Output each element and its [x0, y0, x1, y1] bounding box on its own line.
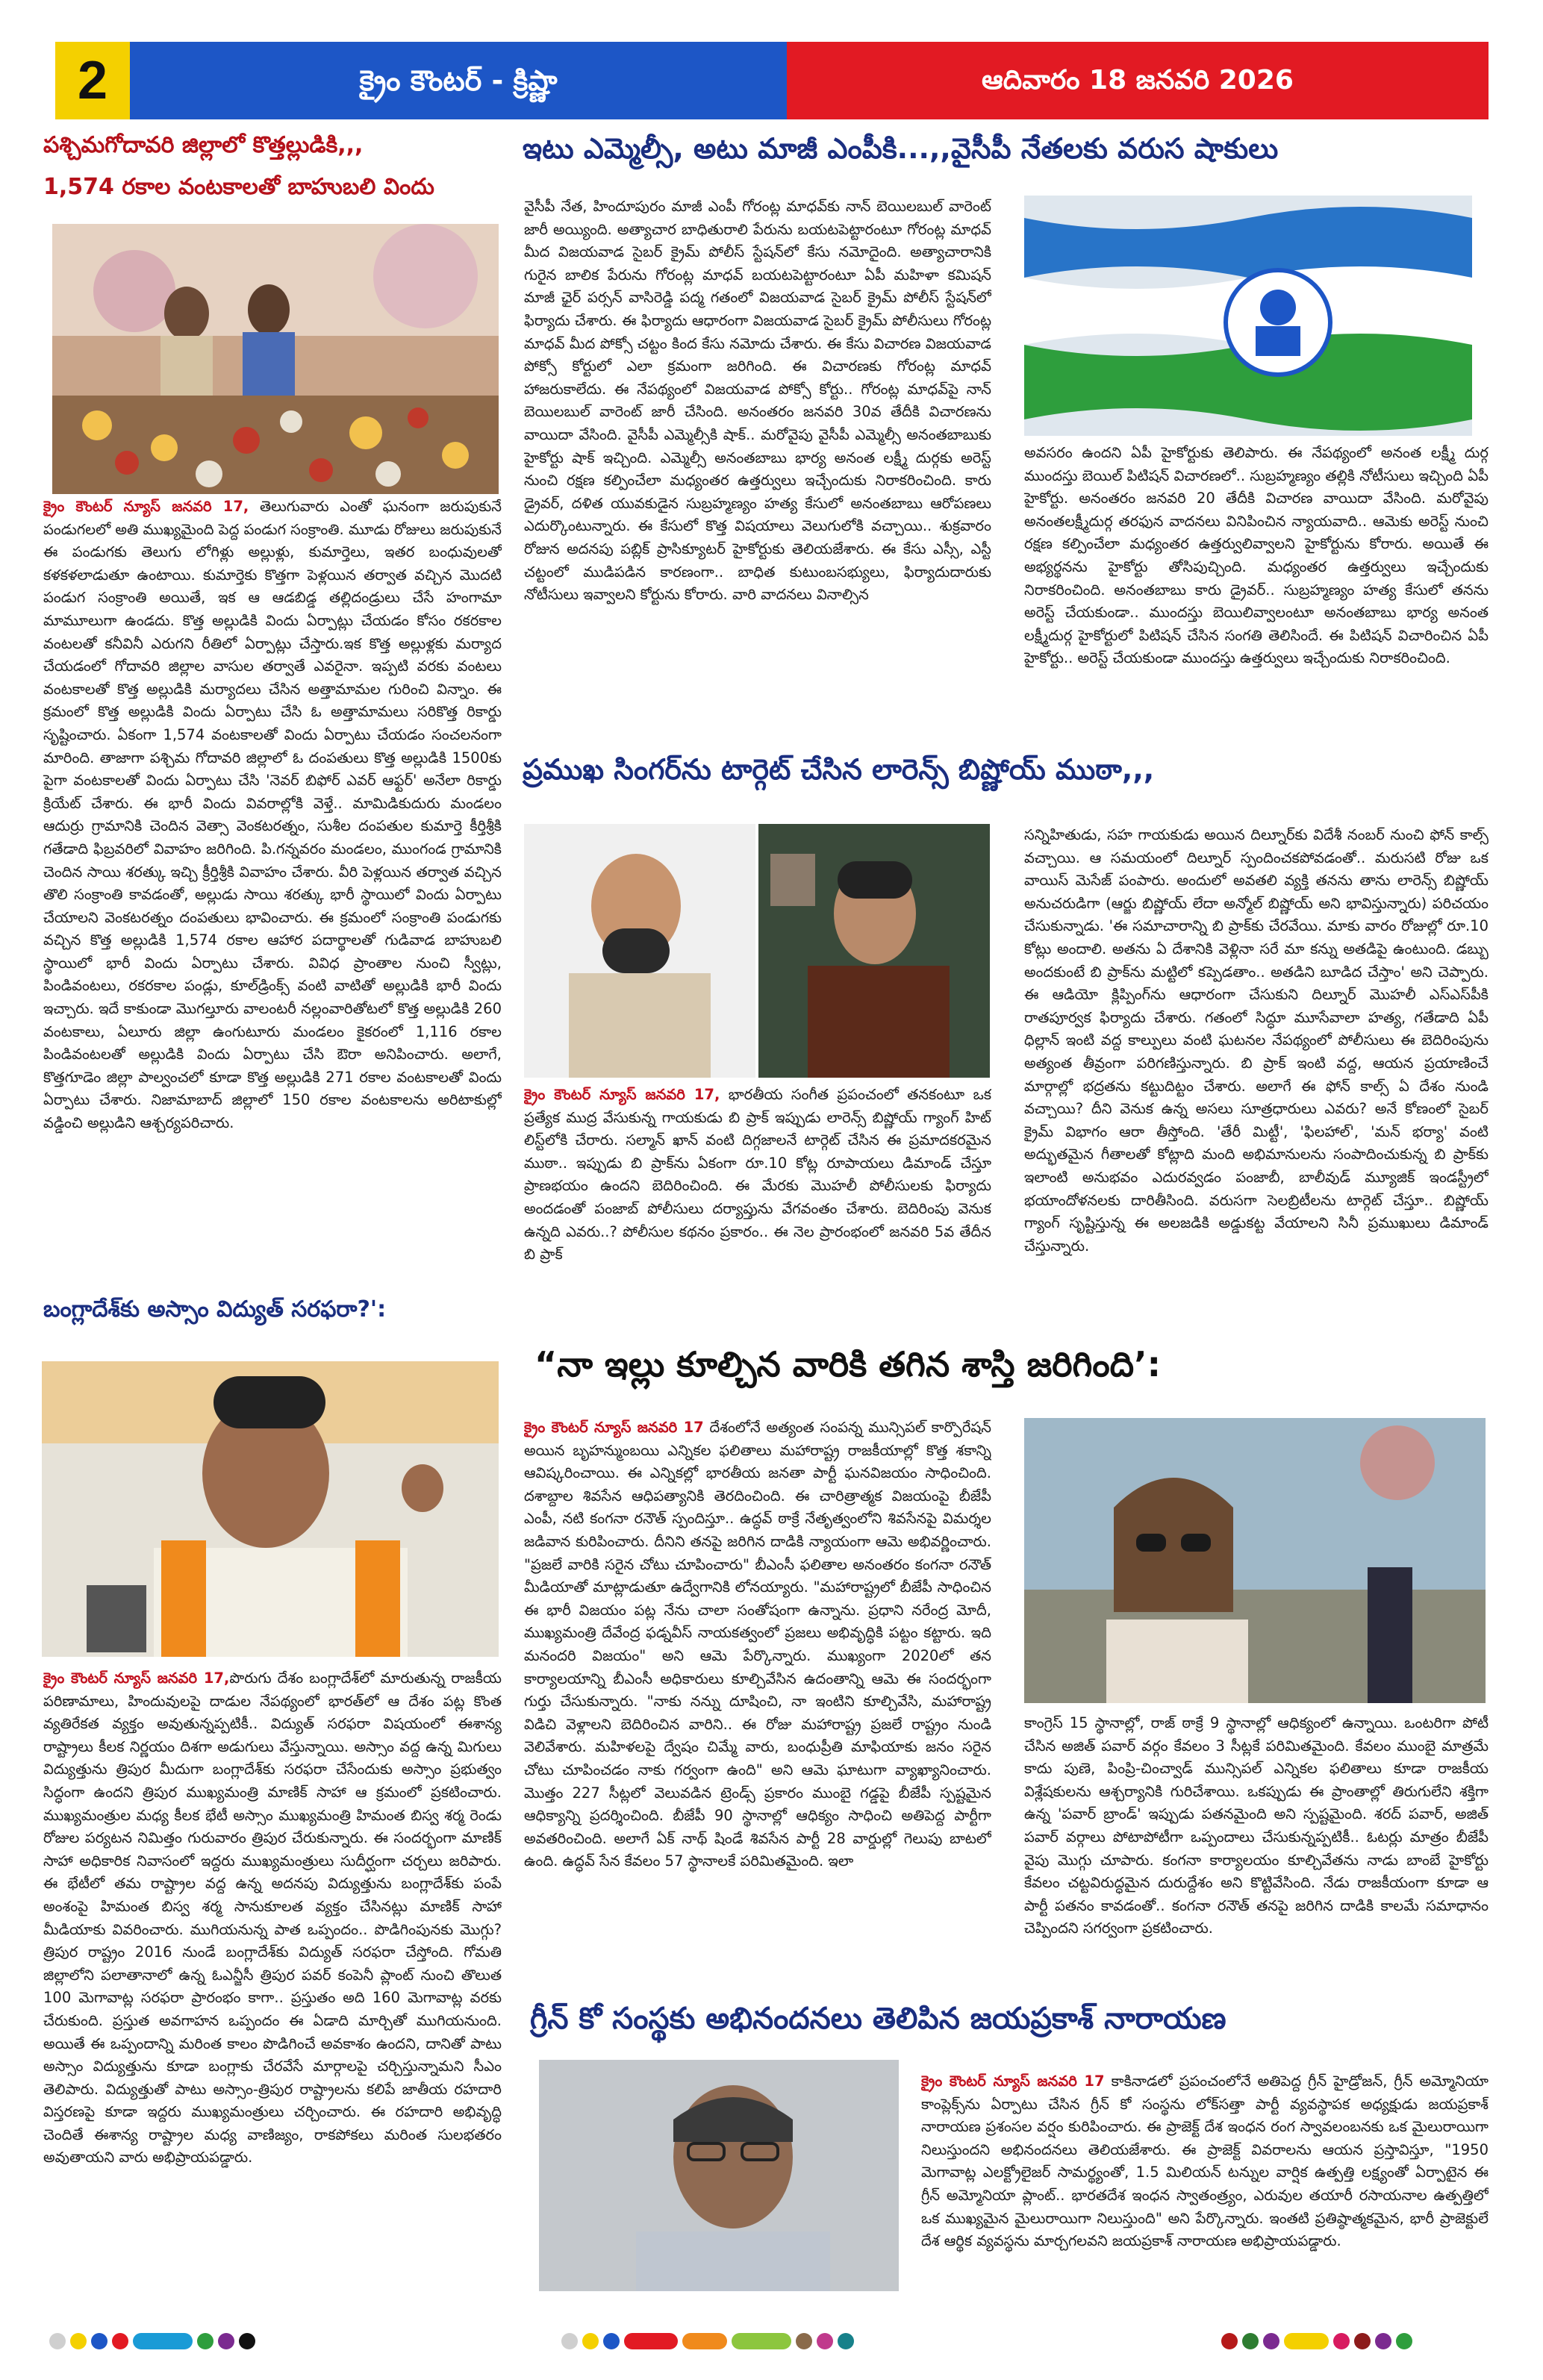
- story1-headline-line1: పశ్చిమగోదావరి జిల్లాలో కొత్తల్లుడికి,,,: [43, 132, 364, 158]
- singer-photo: [524, 824, 990, 1078]
- footer-color-dot: [239, 2333, 255, 2349]
- footer-color-dot: [91, 2333, 107, 2349]
- footer-color-dot: [1333, 2333, 1350, 2349]
- footer-color-dot: [838, 2333, 854, 2349]
- footer-color-dot: [1396, 2333, 1412, 2349]
- story3-text1: భారతీయ సంగీత ప్రపంచంలో తనకంటూ ఒక ప్రత్యేక ముద్ర వేసుకున్న గాయకుడు బి ప్రాక్ ఇప్పుడు లారెన్స్ బిష్ణోయ్ గ్యాంగ్ హిట్ లిస్ట్‌లోకి చేరారు. సల్మాన్ ఖాన్ వంటి దిగ్గజాలనే టార్గెట్ చేసిన ఈ ప్రమాదకరమైన ముఠా.. ఇప్పుడు బి ప్రాక్‌ను ఏకంగా రూ.10 కోట్ల రూపాయలు డిమాండ్ చేస్తూ ప్రాణభయం ఉందని బెదిరించింది. ఈ మేరకు మొహలీ పోలీసులకు ఫిర్యాదు అందడంతో పంజాబ్ పోలీసులు దర్యాప్తును వేగవంతం చేశారు. బెదిరింపు వెనుక ఉన్నది ఎవరు..? పోలీసుల కథనం ప్రకారం.. ఈ నెల ప్రారంభంలో జనవరి 5వ తేదీన బి ప్రాక్: [524, 1086, 991, 1264]
- page-number: 2: [55, 42, 130, 119]
- footer-color-dot: [561, 2333, 578, 2349]
- story5-col1: [524, 1417, 991, 1943]
- story5-dateline: క్రైం కౌంటర్ న్యూస్ జనవరి 17: [524, 1419, 704, 1436]
- party-flag-photo: [1024, 196, 1472, 436]
- footer-color-dots-left: [49, 2333, 363, 2349]
- story6-dateline: క్రైం కౌంటర్ న్యూస్ జనవరి 17: [921, 2073, 1105, 2090]
- story1-photo: [52, 224, 499, 494]
- footer-color-dot: [624, 2333, 678, 2349]
- story2-col2: అవసరం ఉందని ఏపీ హైకోర్టుకు తెలిపారు. ఈ నేపథ్యంలో అనంత లక్ష్మీ దుర్గ ముందస్తు బెయిల్ పిటిషన్ విచారణలో.. సుబ్రహ్మణ్యం తల్లికి నోటీసులు ఇచ్చింది ఏపీ హైకోర్టు. అనంతరం జనవరి 20 తేదీకి విచారణ వాయిదా వేసింది. మరోవైపు అనంతలక్ష్మీదుర్గ తరఫున వాదనలు వినిపించిన న్యాయవాది.. ఆమెకు అరెస్ట్ నుంచి రక్షణ కల్పించేలా మధ్యంతర ఉత్తర్వులివ్వాలని హైకోర్టును కోరారు. అయితే ఈ అభ్యర్థనను హైకోర్టు తోసిపుచ్చింది. మధ్యంతర ఉత్తర్వులు ఇచ్చేందుకు నిరాకరించింది. అనంతబాబు కారు డ్రైవర్.. సుబ్రహ్మణ్యం హత్య కేసులో తనను అరెస్ట్ చేయకుండా.. ముందస్తు బెయిలివ్వాలంటూ అనంతబాబు భార్య అనంత లక్ష్మీదుర్గ హైకోర్టులో పిటిషన్ చేసిన సంగతి తెలిసిందే. ఈ పిటిషన్ విచారించిన ఏపీ హైకోర్టు.. అరెస్ట్ చేయకుండా ముందస్తు ఉత్తర్వులు ఇచ్చేందుకు నిరాకరించింది.: [1024, 444, 1489, 667]
- footer-color-dot: [70, 2333, 87, 2349]
- footer-color-dots-center: [561, 2333, 979, 2349]
- story4-photo: [42, 1361, 499, 1657]
- story1-text: తెలుగువారు ఎంతో ఘనంగా జరుపుకునే పండుగలలో అతి ముఖ్యమైంది పెద్ద పండుగ సంక్రాంతి. మూడు రోజులు జరుపుకునే ఈ పండుగకు తెలుగు లోగిళ్లు అల్లుళ్లు, కుమార్తెలు, ఇతర బంధువులతో కళకళలాడుతూ ఉంటాయి. కుమార్తెకు కొత్తగా పెళ్లయిన తర్వాత వచ్చిన మొదటి పండుగ సంక్రాంతి అయితే, ఇక ఆ ఆడబిడ్డ తల్లిదండ్రులు చేసే హంగామా మామూలుగా ఉండదు. కొత్త అల్లుడికి విందు ఏర్పాట్లు చేయడం కోసం రకరకాల వంటలతో కనీవినీ ఎరుగని రీతిలో ఏర్పాట్లు చేస్తారు.ఇక కొత్త అల్లుళ్లకు మర్యాద చేయడంలో గోదావరి జిల్లాల వాసుల తర్వాతే ఎవరైనా. ఇప్పటి వరకు వంటలు వంటకాలతో కొత్త అల్లుడికి మర్యాదలు చేసిన అత్తామామల గురించి విన్నాం. ఈ క్రమంలో కొత్త అల్లుడికి విందు ఏర్పాటు చేసి ఓ అత్తామామలు సరికొత్త రికార్డు సృష్టించారు. ఏకంగా 1,574 వంటకాలతో విందు ఏర్పాటు చేయడం సంచలనంగా మారింది. తాజాగా పశ్చిమ గోదావరి జిల్లాలో ఓ దంపతులు కొత్త అల్లుడికి 1500కు పైగా వంటకాలతో విందు ఏర్పాటు చేసి 'నెవర్ బిఫోర్ ఎవర్ ఆఫ్టర్' అనేలా రికార్డు క్రియేట్ చేశారు. ఈ భారీ విందు వివరాల్లోకి వెళ్తే.. మామిడికుదురు మండలం ఆదుర్రు గ్రామానికి చెందిన వెత్సా వెంకటరత్నం, సుశీల దంపతుల కుమార్తె కీర్తిశ్రీకి గతేడాది ఫిబ్రవరిలో వివాహం జరిగింది. పి.గన్నవరం మండలం, ముంగండ గ్రామానికి చెందిన సాయి శరత్కు ఇచ్చి క్రీర్తిశ్రీకి వివాహం చేశారు. వీరి పెళ్లయిన తర్వాత వచ్చిన తొలి సంక్రాంతి కావడంతో, అల్లుడు సాయి శరత్కు భారీ స్థాయిలో విందు ఏర్పాటు చేయాలని వెంకటరత్నం దంపతులు భావించారు. ఈ క్రమంలో సంక్రాంతి పండుగకు వచ్చిన కొత్త అల్లుడికి 1,574 రకాల ఆహార పదార్థాలతో గుడివాడ బాహుబలి స్థాయిలో భారీ విందు ఏర్పాటు చేశారు. వివిధ ప్రాంతాల నుంచి స్వీట్లు, పిండివంటలు, రకరకాల పండ్లు, కూల్‌డ్రింక్స్ వంటి వాటితో అల్లుడికి భారీ విందు ఇచ్చారు. ఇదే కాకుండా మొగల్తూరు వాలంటరీ నల్లంవారితోటలో కొత్త అల్లుడికి 260 వంటకాలు, ఏలూరు జిల్లా ఉంగుటూరు మండలం కైకరంలో 1,116 రకాల పిండివంటలతో అల్లుడికి విందు ఏర్పాటు చేసి ఔరా అనిపించారు. అలాగే, కొత్తగూడెం జిల్లా పాల్వంచలో కూడా కొత్త అల్లుడికి 271 రకాల వంటకాలతో విందు ఏర్పాటు చేశారు. నిజామాబాద్ జిల్లాలో 150 రకాల వంటకాలను అరిటాకుల్లో వడ్డించి అల్లుడిని ఆశ్చర్యపరిచారు.: [43, 498, 502, 1132]
- jayaprakash-photo: [539, 2060, 899, 2291]
- footer-color-dot: [1284, 2333, 1329, 2349]
- footer-color-dot: [133, 2333, 193, 2349]
- story1-dateline: క్రైం కౌంటర్ న్యూస్ జనవరి 17,: [43, 498, 249, 515]
- story3-col1: [524, 1084, 991, 1312]
- publication-title: క్రైం కౌంటర్ - క్రిష్ణా: [130, 42, 787, 119]
- footer-color-dot: [582, 2333, 599, 2349]
- footer-color-dot: [1375, 2333, 1391, 2349]
- story1-body: [43, 496, 502, 1212]
- footer-color-dot: [49, 2333, 66, 2349]
- footer-color-dot: [1242, 2333, 1259, 2349]
- footer-color-dot: [197, 2333, 213, 2349]
- footer-color-dot: [603, 2333, 620, 2349]
- footer-color-dot: [732, 2333, 791, 2349]
- issue-date: ఆదివారం 18 జనవరి 2026: [787, 42, 1489, 119]
- story3-col2: సన్నిహితుడు, సహ గాయకుడు అయిన దిల్నూర్‌కు విదేశీ నంబర్ నుంచి ఫోన్ కాల్స్ వచ్చాయి. ఆ సమయంలో దిల్నూర్ స్పందించకపోవడంతో.. మరుసటి రోజు ఒక వాయిస్ మెసేజ్ పంపారు. అందులో అవతలి వ్యక్తి తనను తాను లారెన్స్ బిష్ణోయ్ అనుచరుడిగా (ఆర్జు బిష్ణోయ్ లేదా అన్మోల్ బిష్ణోయ్ అని భావిస్తున్నారు) పరిచయం చేసుకున్నాడు. 'ఈ సమాచారాన్ని బి ప్రాక్‌కు చేరవేయి. మాకు వారం రోజుల్లో రూ.10 కోట్లు అందాలి. అతను ఏ దేశానికి వెళ్లినా సరే మా కన్ను అతడిపై ఉంటుంది. డబ్బు అందకుంటే బి ప్రాక్‌ను మట్టిలో కప్పెడతాం.. అతడిని బూడిద చేస్తాం' అని చెప్పారు. ఈ ఆడియో క్లిప్పింగ్‌ను ఆధారంగా చేసుకుని దిల్నూర్ మొహలీ ఎస్‌ఎస్‌పీకి రాతపూర్వక ఫిర్యాదు చేశారు. గతంలో సిద్ధూ మూసేవాలా హత్య, గతేడాది ఏపీ ధిల్లాన్ ఇంటి వద్ద కాల్పులు వంటి ఘటనల నేపథ్యంలో పోలీసులు ఈ బెదిరింపును అత్యంత తీవ్రంగా పరిగణిస్తున్నారు. బి ప్రాక్ ఇంటి వద్ద, ఆయన ప్రయాణించే మార్గాల్లో భద్రతను కట్టుదిట్టం చేశారు. అలాగే ఈ ఫోన్ కాల్స్ ఏ దేశం నుండి వచ్చాయి? దీని వెనుక ఉన్న అసలు సూత్రధారులు ఎవరు? అనే కోణంలో సైబర్ క్రైమ్ విభాగం ఆరా తీస్తోంది. 'తేరీ మిట్టీ', 'ఫిలహాల్', 'మన్ భర్యా' వంటి అద్భుతమైన గీతాలతో కోట్లాది మంది అభిమానులను సంపాదించుకున్న బి ప్రాక్‌కు ఇలాంటి అనుభవం ఎదురవ్వడం పంజాబీ, బాలీవుడ్ మ్యూజిక్ ఇండస్ట్రీలో భయాందోళనలకు దారితీసింది. వరుసగా సెలబ్రిటీలను టార్గెట్ చేస్తూ.. బిష్ణోయ్ గ్యాంగ్ సృష్టిస్తున్న ఈ అలజడికి అడ్డుకట్ట వేయాలని సినీ ప్రముఖులు డిమాండ్ చేస్తున్నారు.: [1024, 826, 1489, 1255]
- story6-body: [921, 2070, 1489, 2291]
- story5-headline: “నా ఇల్లు కూల్చిన వారికి తగిన శాస్తి జరిగింది’:: [534, 1344, 1161, 1384]
- footer-color-dot: [1263, 2333, 1279, 2349]
- footer-color-dot: [682, 2333, 727, 2349]
- story2-col1: వైసీపీ నేత, హిందూపురం మాజీ ఎంపీ గోరంట్ల మాధవ్‌కు నాన్ బెయిలబుల్ వారెంట్ జారీ అయ్యింది. అత్యాచార బాధితురాలి పేరును బయటపెట్టారంటూ గోరంట్ల మాధవ్ మీద విజయవాడ సైబర్ క్రైమ్ పోలీస్ స్టేషన్‌లో కేసు నమోదైంది. అత్యాచారానికి గురైన బాలిక పేరును గోరంట్ల మాధవ్ బయటపెట్టారంటూ ఏపీ మహిళా కమిషన్ మాజీ ఛైర్ పర్సన్ వాసిరెడ్డి పద్మ గతంలో విజయవాడ సైబర్ క్రైమ్ పోలీస్ స్టేషన్‌లో ఫిర్యాదు చేశారు. ఈ ఫిర్యాదు ఆధారంగా విజయవాడ సైబర్ క్రైమ్ పోలీసులు గోరంట్ల మాధవ్ మీద పోక్సో చట్టం కింద కేసు నమోదు చేశారు. ఈ కేసు విచారణ విజయవాడ పోక్సో కోర్టులో ఎలా క్రమంగా జరిగింది. ఈ విచారణకు గోరంట్ల మాధవ్ హాజరుకాలేదు. ఈ నేపథ్యంలో విజయవాడ పోక్సో కోర్టు.. గోరంట్ల మాధవ్‌పై నాన్ బెయిలబుల్ వారెంట్ జారీ చేసింది. అనంతరం జనవరి 30వ తేదీకి విచారణను వాయిదా వేసింది. వైసీపీ ఎమ్మెల్సీకి షాక్.. మరోవైపు వైసీపీ ఎమ్మెల్సీ అనంతబాబుకు హైకోర్టు షాక్ ఇచ్చింది. ఎమ్మెల్సీ అనంతబాబు భార్య అనంత లక్ష్మీ దుర్గకు అరెస్ట్ నుంచి రక్షణ కల్పించేలా మధ్యంతర ఉత్తర్వులు ఇచ్చేందుకు నిరాకరించింది. కారు డ్రైవర్, దళిత యువకుడైన సుబ్రహ్మణ్యం హత్య కేసులో అనంతబాబు ఆరోపణలు ఎదుర్కొంటున్నారు. ఈ కేసులో కొత్త విషయాలు వెలుగులోకి వచ్చాయి.. శుక్రవారం రోజున అదనపు పబ్లిక్ ప్రాసిక్యూటర్ హైకోర్టుకు తెలియజేశారు. ఈ కేసు ఎస్సీ, ఎస్టీ చట్టంలో ముడిపడిన కారణంగా.. బాధిత కుటుంబసభ్యులు, ఫిర్యాదుదారుకు నోటీసులు ఇవ్వాలని కోర్టును కోరారు. వారి వాదనలు వినాల్సిన: [524, 198, 991, 604]
- footer-color-dot: [817, 2333, 833, 2349]
- story5-text1: దేశంలోనే అత్యంత సంపన్న మున్సిపల్ కార్పొరేషన్ అయిన బృహన్ముంబయి ఎన్నికల ఫలితాలు మహారాష్ట్ర రాజకీయాల్లో కొత్త శకాన్ని ఆవిష్కరించాయి. ఈ ఎన్నికల్లో భారతీయ జనతా పార్టీ ఘనవిజయం సాధించింది. దశాబ్దాల శివసేన ఆధిపత్యానికి తెరదించింది. ఈ చారిత్రాత్మక విజయంపై బీజేపీ ఎంపీ, నటి కంగనా రనౌత్ స్పందిస్తూ.. ఉద్ధవ్ ఠాక్రే నేతృత్వంలోని శివసేనపై విమర్శల జడివాన కురిపించారు. దీనిని తనపై జరిగిన దాడికి న్యాయంగా ఆమె అభివర్ణించారు. "ప్రజలే వారికి సరైన చోటు చూపించారు" బీఎంసీ ఫలితాల అనంతరం కంగనా రనౌత్ మీడియాతో మాట్లాడుతూ ఉద్వేగానికి లోనయ్యారు. "మహారాష్ట్రలో బీజేపీ సాధించిన ఈ భారీ విజయం పట్ల నేను చాలా సంతోషంగా ఉన్నాను. ప్రధాని నరేంద్ర మోదీ, ముఖ్యమంత్రి దేవేంద్ర ఫడ్నవీస్ నాయకత్వంలో ప్రజలు అభివృద్ధికి పట్టం కట్టారు. ఇది మనందరి విజయం" అని ఆమె పేర్కొన్నారు. ముఖ్యంగా 2020లో తన కార్యాలయాన్ని బీఎంసీ అధికారులు కూల్చివేసిన ఉదంతాన్ని ఆమె ఈ సందర్భంగా గుర్తు చేసుకున్నారు. "నాకు నన్ను దూషించి, నా ఇంటిని కూల్చివేసి, మహారాష్ట్ర విడిచి వెళ్లాలని బెదిరించిన వారిని.. ఈ రోజు మహారాష్ట్ర ప్రజలే రాష్ట్రం నుండి వెలివేశారు. మహిళలపై ద్వేషం చిమ్మే వారు, బంధుప్రీతి మాఫియాకు జనం సరైన చోటు చూపించడం నాకు గర్వంగా ఉంది" అని ఆమె ఘాటుగా వ్యాఖ్యానించారు. మొత్తం 227 సీట్లలో వెలువడిన ట్రెండ్స్ ప్రకారం ముంబై గడ్డపై బీజేపీ స్పష్టమైన ఆధిక్యాన్ని ప్రదర్శించింది. బీజేపీ 90 స్థానాల్లో ఆధిక్యం సాధించి అతిపెద్ద పార్టీగా అవతరించింది. అలాగే ఏక్ నాథ్ షిండే శివసేన పార్టీ 28 వార్డుల్లో గెలుపు బాటలో ఉంది. ఉద్ధవ్ సేన కేవలం 57 స్థానాలకే పరిమితమైంది. ఇలా: [524, 1419, 991, 1870]
- story6-text: కాకినాడలో ప్రపంచంలోనే అతిపెద్ద గ్రీన్ హైడ్రోజన్, గ్రీన్ అమ్మోనియా కాంప్లెక్స్‌ను ఏర్పాటు చేసిన గ్రీన్ కో సంస్థను లోక్‌సత్తా పార్టీ వ్యవస్థాపక అధ్యక్షుడు జయప్రకాశ్ నారాయణ ప్రశంసల వర్షం కురిపించారు. ఈ ప్రాజెక్ట్ దేశ ఇంధన రంగ స్వావలంబనకు ఒక మైలురాయిగా నిలుస్తుందని అభినందనలు తెలియజేశారు. ఈ ప్రాజెక్ట్ వివరాలను ఆయన ప్రస్తావిస్తూ, "1950 మెగావాట్ల ఎలక్ట్రోలైజర్ సామర్థ్యంతో, 1.5 మిలియన్ టన్నుల వార్షిక ఉత్పత్తి లక్ష్యంతో ఏర్పాటైన ఈ గ్రీన్ అమ్మోనియా ప్లాంట్.. భారతదేశ ఇంధన స్వాతంత్ర్యం, ఎరువుల తయారీ రసాయనాల ఉత్పత్తిలో ఒక ముఖ్యమైన మైలురాయిగా నిలుస్తుంది" అని పేర్కొన్నారు. ఇంతటి ప్రతిష్ఠాత్మకమైన, భారీ ప్రాజెక్టులే దేశ ఆర్థిక వ్యవస్థను మార్చగలవని జయప్రకాశ్ నారాయణ అభిప్రాయపడ్డారు.: [921, 2073, 1489, 2250]
- footer-color-dot: [1354, 2333, 1371, 2349]
- story4-dateline: క్రైం కౌంటర్ న్యూస్ జనవరి 17,: [43, 1670, 230, 1687]
- story3-headline: ప్రముఖ సింగర్‌ను టార్గెట్ చేసిన లారెన్స్ బిష్ణోయ్ ముఠా,,,: [523, 753, 1155, 786]
- footer-color-dot: [1221, 2333, 1238, 2349]
- story4-headline: బంగ్లాదేశ్‌కు అస్సాం విద్యుత్ సరఫరా?':: [43, 1296, 387, 1322]
- story1-headline-line2: 1,574 రకాల వంటకాలతో బాహుబలి విందు: [43, 174, 434, 200]
- story4-body: [43, 1667, 502, 2264]
- story5-col2: కాంగ్రెస్ 15 స్థానాల్లో, రాజ్ ఠాక్రే 9 స్థానాల్లో ఆధిక్యంలో ఉన్నాయి. ఒంటరిగా పోటీ చేసిన అజిత్ పవార్ వర్గం కేవలం 3 సీట్లకే పరిమితమైంది. కేవలం ముంబై మాత్రమే కాదు పుణె, పింప్రి-చించ్వాడ్ మున్సిపల్ ఎన్నికల ఫలితాలు కూడా రాజకీయ విశ్లేషకులను ఆశ్చర్యానికి గురిచేశాయి. ఒకప్పుడు ఈ ప్రాంతాల్లో తిరుగులేని శక్తిగా ఉన్న 'పవార్ బ్రాండ్' ఇప్పుడు పతనమైంది అని స్పష్టమైంది. శరద్ పవార్, అజిత్ పవార్ వర్గాలు పోటాపోటీగా ఒప్పందాలు చేసుకున్నప్పటికీ.. ఓటర్లు మాత్రం బీజేపీ వైపు మొగ్గు చూపారు. కంగనా కార్యాలయం కూల్చివేతను నాడు బాంబే హైకోర్టు కేవలం చట్టవిరుద్ధమైన దురుద్దేశం అని కొట్టివేసింది. నేడు రాజకీయంగా కూడా ఆ పార్టీ పతనం కావడంతో.. కంగనా రనౌత్ తనపై జరిగిన దాడికి కాలమే సమాధానం చెప్పిందని సగర్వంగా ప్రకటించారు.: [1024, 1714, 1489, 1937]
- footer-color-dot: [112, 2333, 128, 2349]
- story4-text: పొరుగు దేశం బంగ్లాదేశ్‌లో మారుతున్న రాజకీయ పరిణామాలు, హిందువులపై దాడుల నేపథ్యంలో భారత్‌లో ఆ దేశం పట్ల కొంత వ్యతిరేకత వ్యక్తం అవుతున్నప్పటికీ.. విద్యుత్ సరఫరా విషయంలో ఈశాన్య రాష్ట్రాలు కీలక నిర్ణయం దిశగా అడుగులు వేస్తున్నాయి. అస్సాం వద్ద ఉన్న మిగులు విద్యుత్తును త్రిపుర మీదుగా బంగ్లాదేశ్‌కు సరఫరా చేసేందుకు అస్సాం ప్రభుత్వం సిద్ధంగా ఉందని త్రిపుర ముఖ్యమంత్రి మాణిక్ సాహా ఆ క్రమంలో ప్రకటించారు. ముఖ్యమంత్రుల మధ్య కీలక భేటీ అస్సాం ముఖ్యమంత్రి హిమంత బిస్వ శర్మ రెండు రోజుల పర్యటన నిమిత్తం గురువారం త్రిపుర చేరుకున్నారు. ఈ సందర్భంగా మాణిక్ సాహా అధికారిక నివాసంలో ఇద్దరు ముఖ్యమంత్రులు సుదీర్ఘంగా చర్చలు జరిపారు. ఈ భేటీలో తమ రాష్ట్రాల వద్ద ఉన్న అదనపు విద్యుత్తును బంగ్లాదేశ్‌కు పంపే అంశంపై హిమంత బిస్వ శర్మ సానుకూలత వ్యక్తం చేసినట్లు మాణిక్ సాహా మీడియాకు వివరించారు. ముగియనున్న పాత ఒప్పందం.. పొడిగింపునకు మొగ్గు? త్రిపుర రాష్ట్రం 2016 నుండే బంగ్లాదేశ్‌కు విద్యుత్ సరఫరా చేస్తోంది. గోమతి జిల్లాలోని పలాతానాలో ఉన్న ఓఎన్జీసీ త్రిపుర పవర్ కంపెనీ ప్లాంట్ నుంచి తొలుత 100 మెగావాట్ల సరఫరా ప్రారంభం కాగా.. ప్రస్తుతం అది 160 మెగావాట్ల వరకు చేరుకుంది. ప్రస్తుత అవగాహన ఒప్పందం ఈ ఏడాది మార్చితో ముగియనుంది. అయితే ఈ ఒప్పందాన్ని మరింత కాలం పొడిగించే అవకాశం ఉందని, దానితో పాటు అస్సాం విద్యుత్తును కూడా బంగ్లాకు చేరవేసే మార్గాలపై చర్చిస్తున్నామని సీఎం తెలిపారు. విద్యుత్తుతో పాటు అస్సాం-త్రిపుర రాష్ట్రాలను కలిపే జాతీయ రహదారి విస్తరణపై కూడా ఇద్దరు ముఖ్యమంత్రులు చర్చించారు. ఈ రహదారి అభివృద్ధి చెందితే ఈశాన్య రాష్ట్రాల మధ్య వాణిజ్యం, రాకపోకలు మరింత సులభతరం అవుతాయని వారు అభిప్రాయపడ్డారు.: [43, 1670, 502, 2167]
- footer-color-dot: [796, 2333, 812, 2349]
- story2-headline: ఇటు ఎమ్మెల్సీ, అటు మాజీ ఎంపీకి...,,వైసీపీ నేతలకు వరుస షాకులు: [523, 132, 1279, 165]
- footer-color-dots-right: [1221, 2333, 1505, 2349]
- story3-dateline: క్రైం కౌంటర్ న్యూస్ జనవరి 17,: [524, 1086, 720, 1103]
- footer-color-dot: [218, 2333, 234, 2349]
- story6-headline: గ్రీన్ కో సంస్థకు అభినందనలు తెలిపిన జయప్రకాశ్ నారాయణ: [530, 2002, 1226, 2036]
- kangana-photo: [1024, 1418, 1486, 1703]
